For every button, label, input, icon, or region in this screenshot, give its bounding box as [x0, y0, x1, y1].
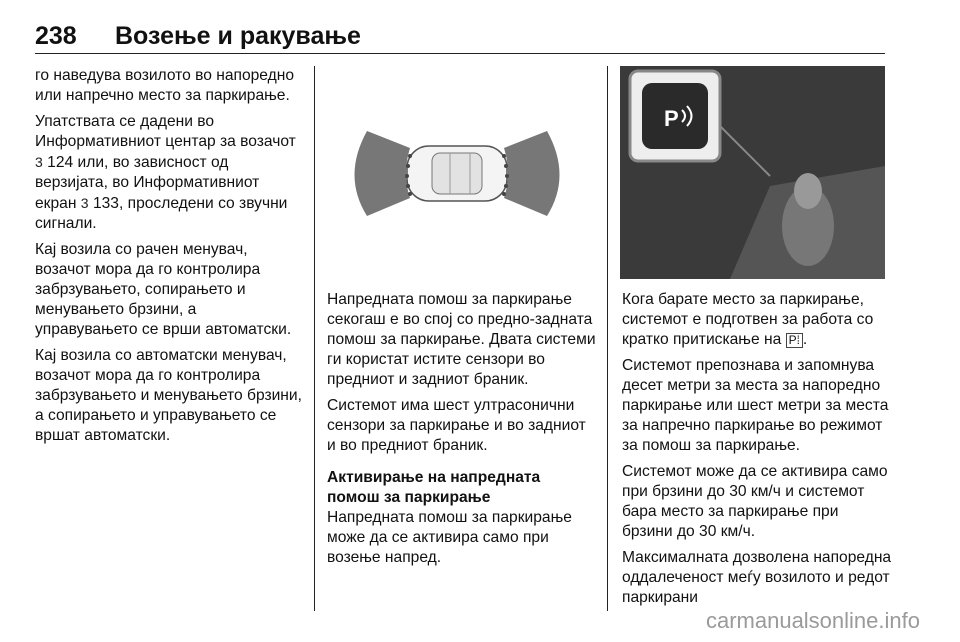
section-heading: Активирање на напредната помош за паркирање [327, 469, 541, 506]
reference-arrow-icon: 3 [80, 195, 89, 211]
page-header [35, 22, 885, 52]
page-reference-link[interactable]: 133 [92, 195, 119, 212]
chapter-title: Возење и ракување [115, 22, 361, 50]
paragraph: Кај возила со рачен менувач, возачот мора да го контролира забрзувањето, сопирањето и менувањето брзини, а управувањето се врши автоматски. [35, 241, 292, 338]
reference-arrow-icon: 3 [35, 154, 43, 170]
paragraph: Системот може да се активира само при брзини до 30 км/ч и системот бара место за паркирање при брзини до 30 км/ч. [622, 463, 888, 540]
text-column-2 [327, 290, 597, 574]
paragraph: го наведува возилото во напоредно или напречно место за паркирање. [35, 67, 295, 104]
paragraph: Напредната помош за паркирање може да се активира само при возење напред. [327, 509, 572, 566]
park-assist-icon: P⁞ [786, 333, 803, 348]
paragraph: Кога барате место за паркирање, системот е подготвен за работа со кратко притискање на P⁞ . [622, 291, 874, 348]
park-assist-icon: P [664, 106, 679, 131]
car-roof [432, 153, 482, 194]
paragraph: Системот има шест ултрасонични сензори за паркирање и во задниот и во предниот браник. [327, 397, 586, 454]
paragraph: Кај возила со автоматски менувач, возачот мора да го контролира забрзувањето и менувањето брзини, а сопирањето и управувањето се вршат автоматски. [35, 347, 302, 444]
car-top-view-illustration [322, 66, 592, 279]
watermark: carmanualsonline.info [705, 608, 920, 633]
paragraph: Максималната дозволена напоредна оддалеченост меѓу возилото и редот паркирани [622, 549, 892, 606]
text-column-3 [622, 290, 892, 614]
paragraph: Системот препознава и запомнува десет метри за места за напоредно паркирање или шест метри за места за напречно паркирање во режимот за помош за паркирање. [622, 357, 889, 454]
front-sensor-zone [504, 131, 560, 216]
page-number: 238 [35, 22, 77, 50]
column-divider-1 [314, 66, 315, 611]
header-rule [35, 53, 885, 54]
park-assist-button-figure [620, 66, 885, 279]
center-console-illustration [620, 66, 885, 279]
rear-sensor-zone [355, 131, 411, 216]
paragraph: Упатствата се дадени во Информативниот центар за возачот 3 124 или, во зависност од верзијата, во Информативниот екран 3 133, проследени со звучни сигнали. [35, 113, 296, 232]
paragraph: Напредната помош за паркирање секогаш е во спој со предно-задната помош за паркирање. Двата системи ги користат истите сензори во предниот и задниот браник. [327, 291, 596, 388]
sensor-coverage-figure [322, 66, 592, 279]
column-divider-2 [607, 66, 608, 611]
text-column-1 [35, 66, 303, 452]
page-reference-link[interactable]: 124 [47, 154, 74, 171]
